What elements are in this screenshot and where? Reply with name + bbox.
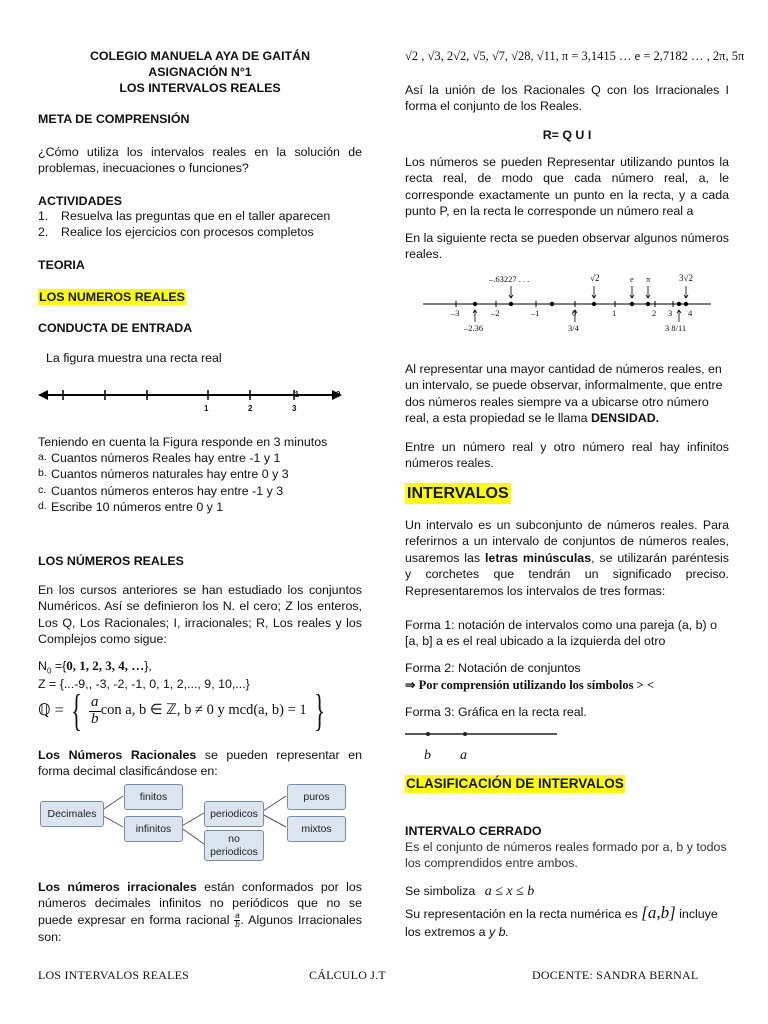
box-decimales: Decimales (40, 801, 104, 827)
numline-label: 3√2 (679, 273, 693, 283)
r-equation: R= Q U I (542, 128, 592, 142)
irracionales-bold: Los números irracionales (38, 880, 197, 894)
footer-left: LOS INTERVALOS REALES (38, 968, 190, 982)
list-item (38, 450, 362, 466)
numeros-reales-highlight: LOS NUMEROS REALES (39, 290, 185, 304)
item-text: Cuantos números enteros hay entre -1 y 3 (51, 483, 284, 498)
item-letter: d. (38, 500, 47, 513)
box-finitos: finitos (124, 784, 183, 810)
numline-label: e (630, 274, 634, 284)
item-number: 2. (38, 225, 49, 240)
numline-tick: 2 (652, 308, 657, 318)
tick-label: 2 (248, 404, 253, 413)
numline-label: 3 8/11 (665, 323, 687, 333)
tick-label: 0 (336, 390, 341, 399)
densidad-text (405, 361, 729, 427)
conducta-title: CONDUCTA DE ENTRADA (38, 321, 193, 335)
n0-close: }, (144, 659, 152, 673)
interval-notation: [a,b] (641, 903, 676, 922)
n0-set: 0, 1, 2, 3, 4, … (66, 658, 145, 673)
racionales-rest: se pueden representar en forma decimal clasificándose en: (38, 748, 362, 779)
item-text: Cuantos números Reales hay entre -1 y 1 (51, 451, 281, 465)
fraction-denominator: b (235, 919, 240, 929)
n0-definition (38, 657, 152, 677)
item-text: Resuelva las preguntas que en el taller aparecen (61, 209, 331, 223)
cerrado-title: INTERVALO CERRADO (405, 824, 542, 838)
item-letter: a. (38, 451, 47, 463)
forma-1: Forma 1: notación de intervalos como una pareja (a, b) o [a, b] a es el real ubicado a la izquierda del otro (405, 618, 717, 649)
teoria-title: TEORIA (38, 258, 85, 272)
item-number: 1. (38, 209, 49, 223)
actividades-title: ACTIVIDADES (38, 194, 122, 208)
numline-label: –.63227 . . . (489, 274, 530, 284)
actividades-list (38, 208, 362, 241)
representar-text: Los números se pueden Representar utilizando puntos la recta real, de modo que cada número real, a, le corresponde exactamente un punto en la recta, y a cada punto P, en la recta le corresponde un número real a (405, 155, 729, 219)
number-line-1 (38, 382, 362, 418)
list-item (38, 208, 362, 224)
q-definition (38, 686, 330, 735)
item-text: Escribe 10 números entre 0 y 1 (51, 500, 224, 515)
intervalo-body: Un intervalo es un subconjunto de números reales. Para referirnos a un intervalo de conjuntos de números reales, usaremos las (405, 518, 729, 565)
box-periodicos: periodicos (204, 801, 264, 827)
list-item (38, 466, 362, 482)
box-mixtos: mixtos (287, 816, 346, 842)
intervalo-bold: letras minúsculas (484, 550, 592, 565)
racionales-text (38, 747, 362, 780)
densidad-bold: DENSIDAD. (590, 411, 660, 426)
densidad-body: Al representar una mayor cantidad de números reales, en un intervalo, se puede observar, informalmente, que entre dos números reales siempre va a ubicarse otro número real, a esta propiedad se le llama (405, 362, 723, 426)
numline-label: √2 (590, 273, 600, 283)
forma-3: Forma 3: Gráfica en la recta real. (405, 705, 587, 719)
list-item (38, 499, 362, 515)
item-text: Realice los ejercicios con procesos completos (61, 225, 314, 240)
label-b: b (424, 748, 431, 763)
figura-text: La figura muestra una recta real (46, 351, 222, 365)
simboliza-line (405, 883, 534, 901)
fraction-numerator: a (91, 693, 99, 710)
simbolo: a ≤ x ≤ b (484, 884, 535, 899)
meta-title: META DE COMPRENSIÓN (38, 112, 190, 126)
footer-center: CÁLCULO J.T (309, 968, 386, 982)
n0-symbol: N (38, 659, 47, 673)
irracionales-text (38, 879, 362, 945)
box-puros: puros (287, 784, 346, 810)
numline-tick: 0 (572, 308, 577, 318)
representacion-pre: Su representación en la recta numérica es (405, 907, 642, 921)
intervalo-definition (405, 517, 729, 599)
representacion-post: incluye los extremos a (405, 907, 718, 940)
cursos-text: En los cursos anteriores se han estudiado los conjuntos Numéricos. Así se definieron los N. el cero; Z los enteros, Los Q, Los Racionales; I, irracionales; R, Los reales y los Complejos como sigue: (38, 583, 362, 647)
numline-label: π (646, 274, 651, 284)
numeros-reales-title: LOS NÚMEROS REALES (38, 554, 184, 568)
n0-equals: ={ (51, 659, 67, 673)
ba-number-line (405, 727, 565, 741)
document-topic: LOS INTERVALOS REALES (119, 81, 281, 95)
numline-tick: 1 (612, 308, 617, 318)
racionales-bold: Los Números Racionales (38, 748, 197, 762)
assignment-number: ASIGNACIÓN N°1 (148, 65, 252, 79)
box-no-periodicos: no periodicos (204, 830, 264, 861)
clasificacion-title: CLASIFICACIÓN DE INTERVALOS (406, 776, 624, 791)
list-item (38, 224, 362, 240)
numline-tick: 3 (668, 308, 673, 318)
tick-label: 1 (204, 404, 209, 413)
infinitos-text: Entre un número real y otro número real hay infinitos números reales. (405, 440, 729, 471)
tick-label: 3 (292, 404, 297, 413)
right-brace: } (313, 686, 325, 735)
numline-tick: –2 (491, 308, 500, 318)
numline-label: –2.36 (464, 323, 484, 333)
fraction-numerator: a (235, 910, 240, 920)
tick-label: -1 (292, 390, 300, 399)
simboliza-label: Se simboliza (405, 884, 476, 898)
intervalo-rest: , se utilizarán paréntesis y corchetes que tendrán un significado preciso. Representaremos los intervalos de tres formas: (405, 550, 729, 598)
left-brace: { (70, 686, 82, 735)
representacion-text (405, 902, 729, 941)
z-definition: Z = {...-9,, -3, -2, -1, 0, 1, 2,..., 9, 10,...} (38, 677, 250, 691)
item-text: Cuantos números naturales hay entre 0 y 3 (51, 467, 289, 482)
irracionales-rest-2: . Algunos Irracionales son: (38, 912, 362, 944)
union-text: Así la unión de los Racionales Q con los Irracionales I forma el conjunto de los Reales. (405, 83, 729, 114)
forma-2-sub: ⇒ Por comprensión utilizando los símbolos > < (405, 678, 654, 692)
numline-tick: –3 (451, 308, 460, 318)
q-lhs: ℚ = (38, 702, 64, 720)
school-name: COLEGIO MANUELA AYA DE GAITÁN (89, 49, 311, 63)
cerrado-text: Es el conjunto de números reales formado por a, b y todos los comprendidos entre ambos. (405, 840, 727, 871)
item-letter: c. (38, 483, 47, 496)
intervalos-title: INTERVALOS (405, 483, 511, 504)
footer-right: DOCENTE: SANDRA BERNAL (532, 968, 699, 982)
fraction-denominator: b (89, 711, 101, 728)
box-infinitos: infinitos (124, 816, 183, 842)
forma-2: Forma 2: Notación de conjuntos (405, 661, 581, 675)
item-letter: b. (38, 467, 47, 480)
meta-text: ¿Cómo utiliza los intervalos reales en la solución de problemas, inecuaciones o funciones? (38, 145, 362, 176)
label-a: a (460, 748, 467, 763)
q-condition: con a, b ∈ ℤ, b ≠ 0 y mcd(a, b) = 1 (100, 702, 307, 719)
n0-subscript: 0 (46, 666, 52, 676)
representacion-end: y b. (489, 925, 509, 940)
numline-tick: –1 (531, 308, 540, 318)
irracionales-list: √2 , √3, 2√2, √5, √7, √28, √11, π = 3,1415 … e = 2,7182 … , 2π, 5π (405, 49, 745, 63)
list-item (38, 483, 362, 499)
numline-tick: 4 (688, 308, 693, 318)
siguiente-text: En la siguiente recta se pueden observar algunos números reales. (405, 231, 729, 262)
irracionales-rest: están conformados por los números decimales infinitos no periódicos que no se puede expresar en forma racional (38, 880, 362, 927)
numline-label: 3/4 (568, 323, 579, 333)
preguntas-list (38, 450, 362, 516)
q-fraction (89, 695, 101, 728)
teniendo-text: Teniendo en cuenta la Figura responde en 3 minutos (38, 435, 328, 449)
